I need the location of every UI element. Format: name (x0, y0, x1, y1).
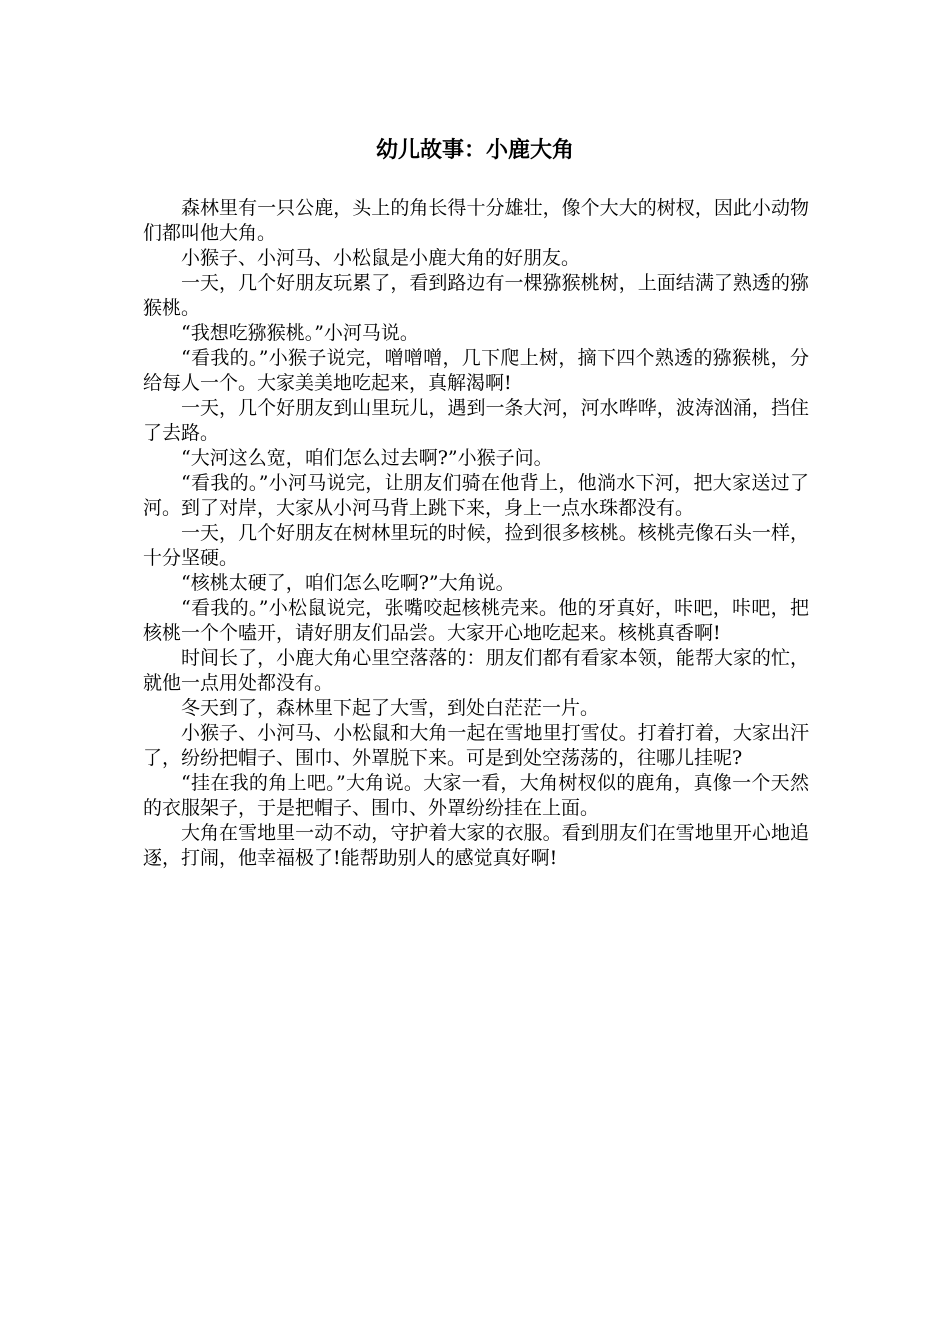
paragraph: 一天，几个好朋友玩累了，看到路边有一棵猕猴桃树，上面结满了熟透的猕猴桃。 (143, 272, 809, 319)
story-body (143, 196, 809, 871)
paragraph: 大角在雪地里一动不动，守护着大家的衣服。看到朋友们在雪地里开心地追逐，打闹，他幸福极了!能帮助别人的感觉真好啊! (143, 822, 809, 869)
paragraph: 一天，几个好朋友到山里玩儿，遇到一条大河，河水哗哗，波涛汹涌，挡住了去路。 (143, 397, 809, 444)
paragraph: “我想吃猕猴桃。”小河马说。 (181, 322, 419, 344)
paragraph: “看我的。”小松鼠说完，张嘴咬起核桃壳来。他的牙真好，咔吧，咔吧，把核桃一个个嗑开，请好朋友们品尝。大家开心地吃起来。核桃真香啊! (143, 597, 809, 644)
paragraph: 时间长了，小鹿大角心里空落落的：朋友们都有看家本领，能帮大家的忙，就他一点用处都没有。 (143, 647, 809, 694)
paragraph: 小猴子、小河马、小松鼠和大角一起在雪地里打雪仗。打着打着，大家出汗了，纷纷把帽子、围巾、外罩脱下来。可是到处空荡荡的，往哪儿挂呢? (143, 722, 809, 769)
paragraph: “挂在我的角上吧。”大角说。大家一看，大角树杈似的鹿角，真像一个天然的衣服架子，于是把帽子、围巾、外罩纷纷挂在上面。 (143, 772, 809, 819)
paragraph: “看我的。”小猴子说完，噌噌噌，几下爬上树，摘下四个熟透的猕猴桃，分给每人一个。大家美美地吃起来，真解渴啊! (143, 347, 809, 394)
paragraph: “看我的。”小河马说完，让朋友们骑在他背上，他淌水下河，把大家送过了河。到了对岸，大家从小河马背上跳下来，身上一点水珠都没有。 (143, 472, 809, 519)
document-title: 幼儿故事：小鹿大角 (375, 137, 574, 163)
paragraph: 一天，几个好朋友在树林里玩的时候，捡到很多核桃。核桃壳像石头一样，十分坚硬。 (143, 522, 809, 569)
paragraph: “大河这么宽，咱们怎么过去啊?”小猴子问。 (181, 447, 553, 469)
paragraph: 小猴子、小河马、小松鼠是小鹿大角的好朋友。 (181, 247, 581, 269)
paragraph: 冬天到了，森林里下起了大雪，到处白茫茫一片。 (181, 697, 600, 719)
paragraph: “核桃太硬了，咱们怎么吃啊?”大角说。 (181, 572, 515, 594)
paragraph: 森林里有一只公鹿，头上的角长得十分雄壮，像个大大的树杈，因此小动物们都叫他大角。 (143, 197, 809, 244)
